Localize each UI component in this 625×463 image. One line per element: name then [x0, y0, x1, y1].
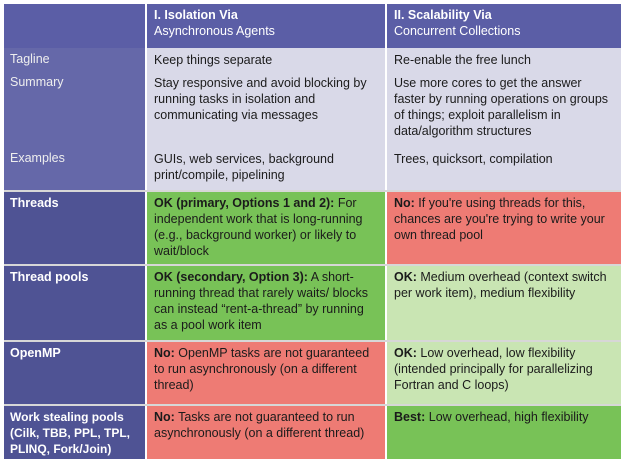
summary-label: Summary — [4, 72, 145, 148]
openmp-col1 — [147, 342, 385, 404]
examples-label: Examples — [4, 148, 145, 190]
threads-col1-text: For independent work that is long-running (e.g., background worker) or likely to wait/block — [154, 196, 363, 258]
thread-pools-label: Thread pools — [4, 266, 145, 340]
header-col2-line2: Concurrent Collections — [394, 24, 521, 38]
thread-pools-col2 — [387, 266, 621, 340]
examples-col2: Trees, quicksort, compilation — [387, 148, 621, 190]
thread-pools-col1-text: A short-running thread that rarely waits/ blocks can instead “rent-a-thread” by running as a pool work item — [154, 270, 368, 332]
threads-col2 — [387, 192, 621, 264]
work-stealing-row — [4, 406, 621, 459]
work-stealing-col2 — [387, 406, 621, 459]
header-row — [4, 4, 621, 48]
threads-col1-verdict: OK (primary, Options 1 and 2): — [154, 196, 335, 210]
openmp-label: OpenMP — [4, 342, 145, 404]
thread-pools-col2-text: Medium overhead (context switch per work item), medium flexibility — [394, 270, 607, 300]
work-stealing-label: Work stealing pools (Cilk, TBB, PPL, TPL, PLINQ, Fork/Join) — [4, 406, 145, 459]
work-stealing-col2-text: Low overhead, high flexibility — [425, 410, 589, 424]
work-stealing-col1-text: Tasks are not guaranteed to run asynchronously (on a different thread) — [154, 410, 365, 440]
work-stealing-col1-verdict: No: — [154, 410, 175, 424]
summary-row — [4, 72, 621, 148]
work-stealing-col2-verdict: Best: — [394, 410, 426, 424]
tagline-row — [4, 48, 621, 72]
header-col2-line1: II. Scalability Via — [394, 8, 492, 22]
openmp-col1-text: OpenMP tasks are not guaranteed to run asynchronously (on a different thread) — [154, 346, 370, 392]
tagline-col1: Keep things separate — [147, 48, 385, 72]
thread-pools-col1-verdict: OK (secondary, Option 3): — [154, 270, 308, 284]
threads-col2-text: If you're using threads for this, chances are you're trying to write your own thread pool — [394, 196, 605, 242]
threads-col2-verdict: No: — [394, 196, 415, 210]
tagline-col2: Re-enable the free lunch — [387, 48, 621, 72]
openmp-col2 — [387, 342, 621, 404]
openmp-col2-verdict: OK: — [394, 346, 417, 360]
threads-label: Threads — [4, 192, 145, 264]
header-col2 — [387, 4, 621, 48]
examples-row — [4, 148, 621, 190]
thread-pools-col2-verdict: OK: — [394, 270, 417, 284]
tagline-label: Tagline — [4, 48, 145, 72]
openmp-col1-verdict: No: — [154, 346, 175, 360]
examples-col1: GUIs, web services, background print/compile, pipelining — [147, 148, 385, 190]
header-col1-line1: I. Isolation Via — [154, 8, 238, 22]
header-col1 — [147, 4, 385, 48]
thread-pools-col1 — [147, 266, 385, 340]
work-stealing-col1 — [147, 406, 385, 459]
summary-col1: Stay responsive and avoid blocking by running tasks in isolation and communicating via messages — [147, 72, 385, 148]
threads-col1 — [147, 192, 385, 264]
openmp-row — [4, 342, 621, 404]
comparison-table — [4, 4, 621, 459]
thread-pools-row — [4, 266, 621, 340]
summary-col2: Use more cores to get the answer faster by running operations on groups of things; exploit parallelism in data/algorithm structures — [387, 72, 621, 148]
openmp-col2-text: Low overhead, low flexibility (intended principally for parallelizing Fortran and C loops) — [394, 346, 593, 392]
threads-row — [4, 192, 621, 264]
header-col1-line2: Asynchronous Agents — [154, 24, 275, 38]
header-corner-cell — [4, 4, 145, 48]
